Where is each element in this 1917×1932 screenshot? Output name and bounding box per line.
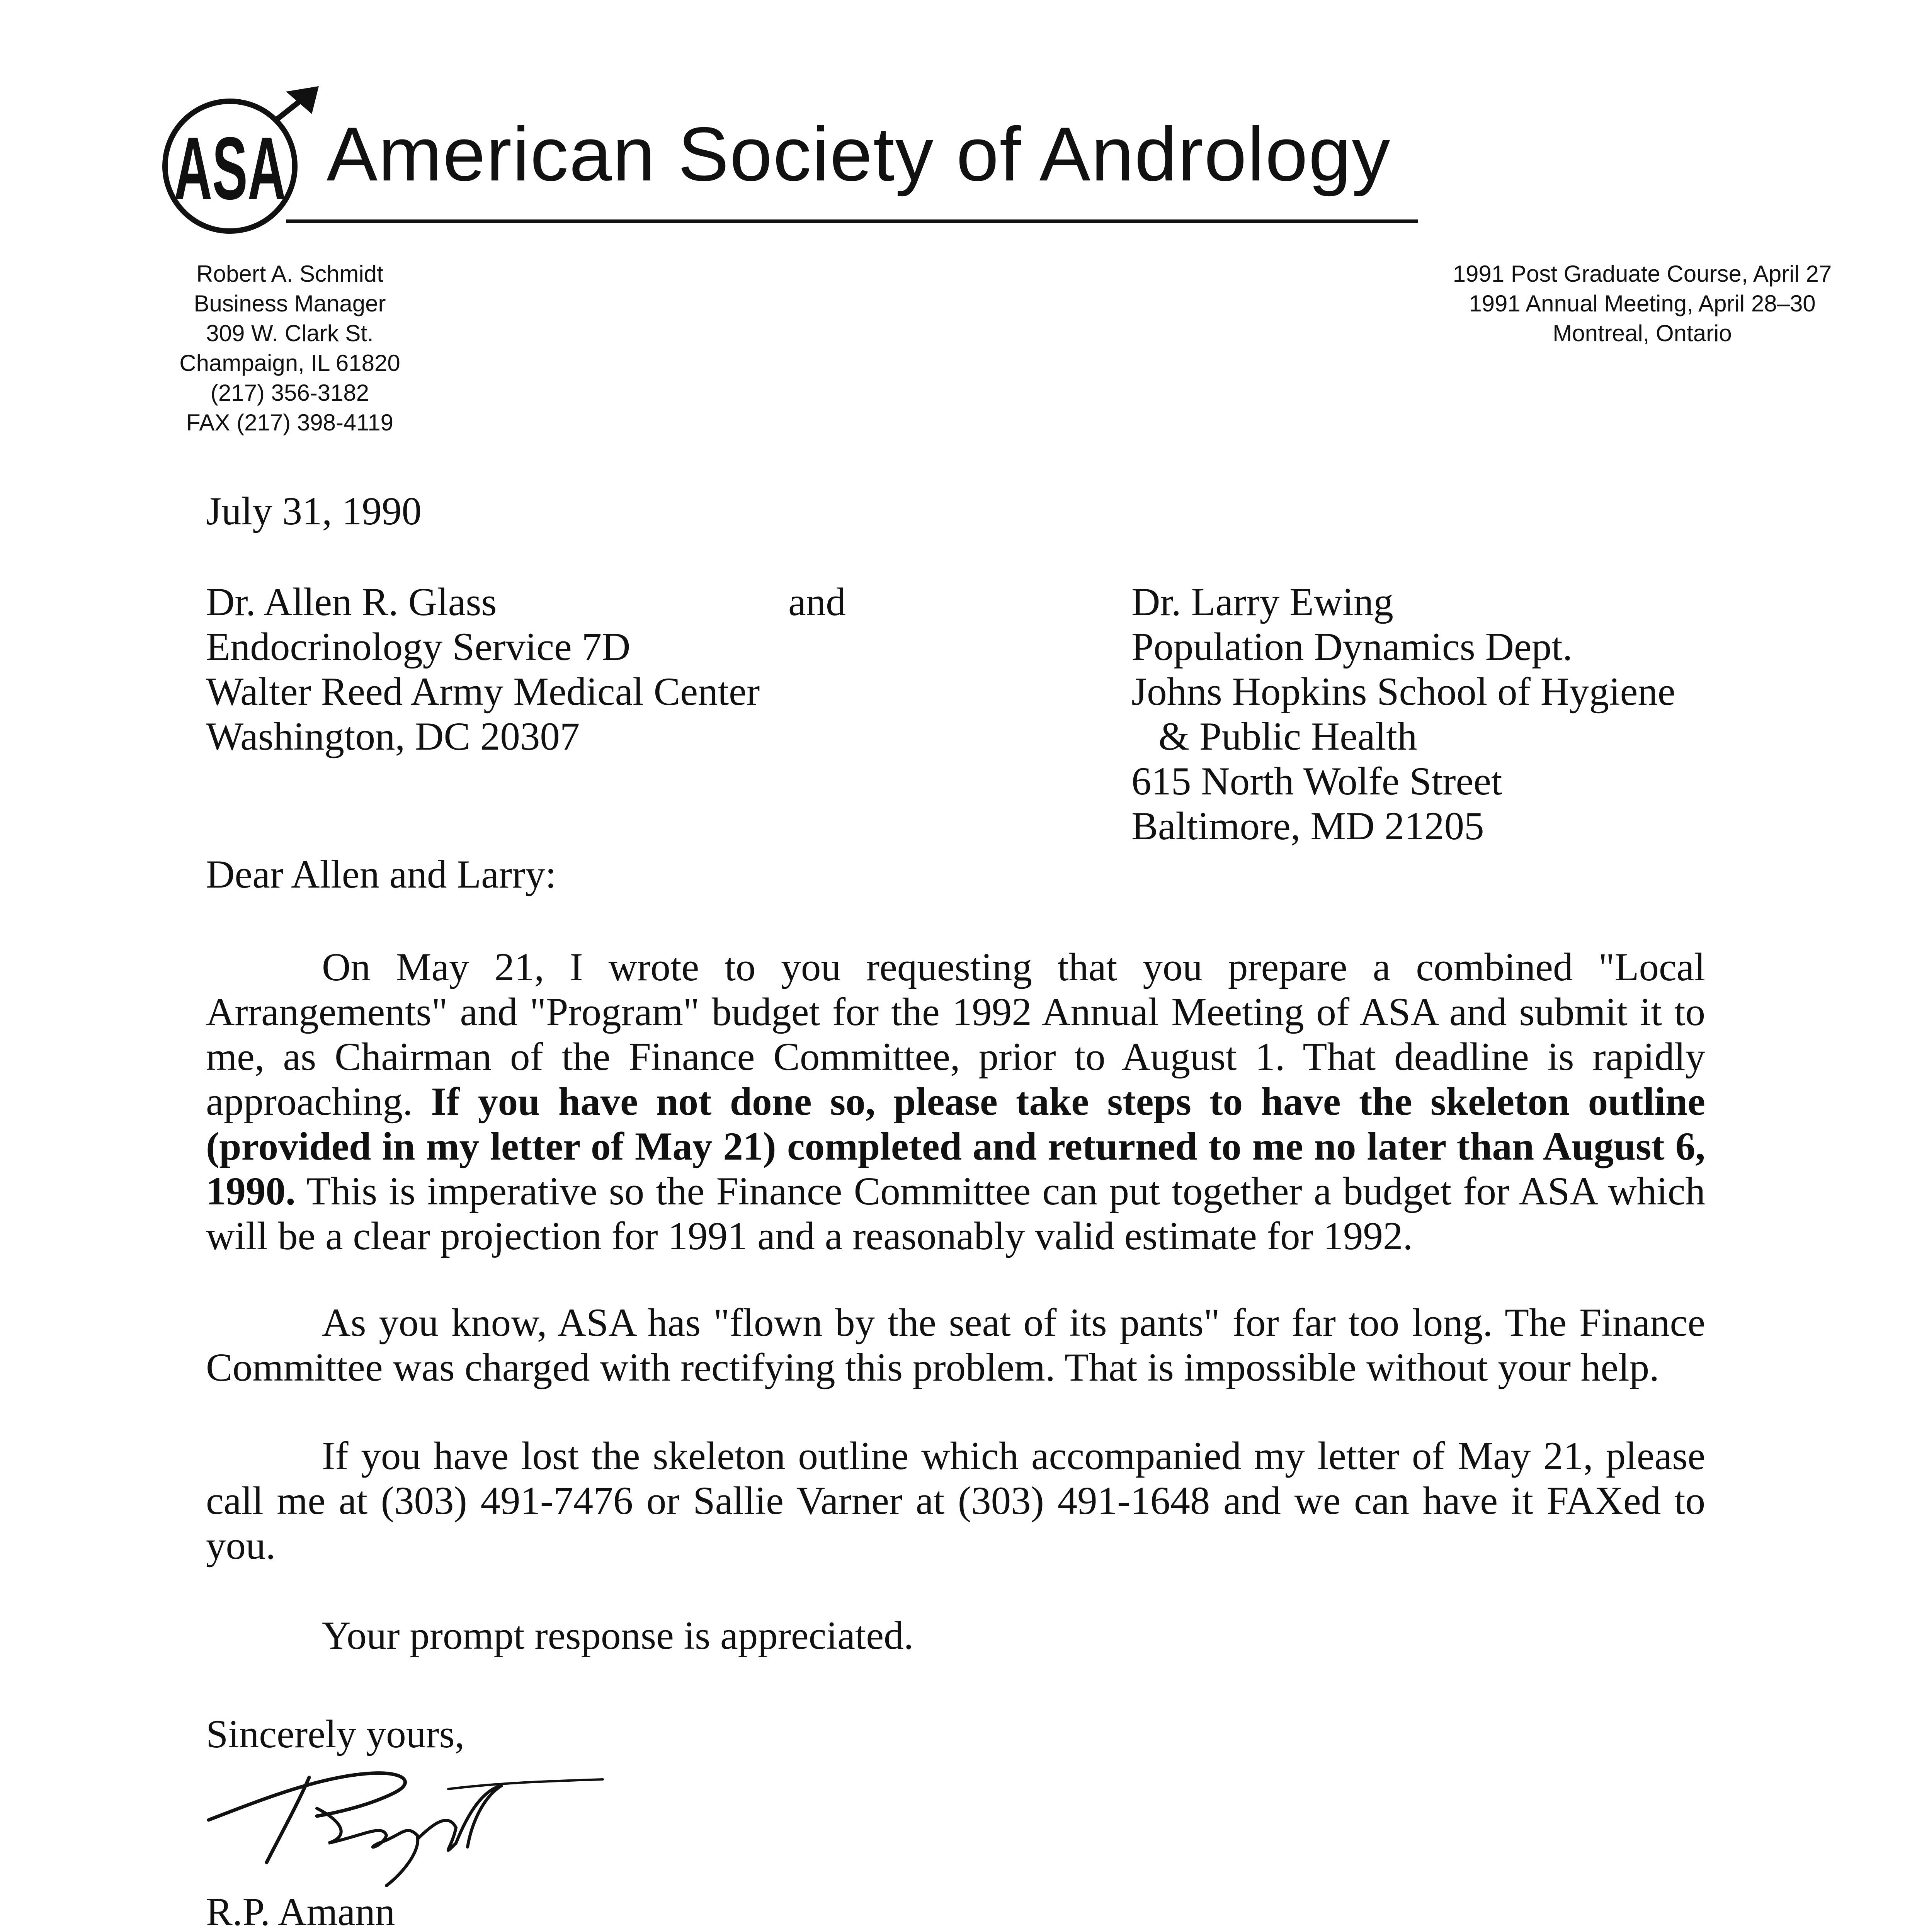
address-conjunction: and [788,580,846,624]
address-line: Population Dynamics Dept. [1131,625,1573,669]
salutation: Dear Allen and Larry: [206,852,556,896]
handwritten-signature [201,1747,611,1893]
body-paragraph-4: Your prompt response is appreciated. [322,1614,914,1658]
meeting-line: Montreal, Ontario [1553,320,1732,346]
sender-line: (217) 356-3182 [210,380,369,406]
recipient-address-ewing [1131,580,1675,849]
recipient-address-glass [206,580,760,759]
paragraph-bold-text: If you have not done so, please take steps to have the skeleton outline (provided in my letter of May 21) completed and returned to me no later than August 6, 1990. [206,1080,1705,1213]
organization-name: American Society of Andrology [327,111,1391,197]
letter-date: July 31, 1990 [206,489,422,533]
sender-block [139,259,441,437]
meeting-line: 1991 Post Graduate Course, April 27 [1453,261,1832,287]
signer-name: R.P. Amann [206,1890,395,1932]
logo-text: ASA [174,119,286,218]
meeting-info-block [1399,259,1886,348]
asa-logo [153,83,323,242]
address-line: Johns Hopkins School of Hygiene [1131,670,1675,714]
body-paragraph-3: If you have lost the skeleton outline which accompanied my letter of May 21, please call me at (303) 491-7476 or Sallie Varner at (303) 491-1648 and we can have it FAXed to you. [206,1434,1705,1568]
address-line: Dr. Larry Ewing [1131,580,1393,624]
address-line: & Public Health [1158,714,1417,759]
address-line: Endocrinology Service 7D [206,625,631,669]
paragraph-text: On May 21, I wrote to you requesting that you prepare a combined "Local Arrangements" and "Program" budget for the 1992 Annual Meeting of ASA and submit it to me, as Chairman of the Finance Committee, prior to August 1. That deadline is rapidly approaching. [206,945,1705,1124]
body-paragraph-2: As you know, ASA has "flown by the seat of its pants" for far too long. The Finance Committee was charged with rectifying this problem. That is impossible without your help. [206,1301,1705,1389]
sender-line: 309 W. Clark St. [206,320,374,346]
address-line: Baltimore, MD 21205 [1131,804,1484,848]
sender-line: Business Manager [194,291,386,316]
body-paragraph-1 [206,945,1705,1259]
signer-block [206,1889,626,1932]
address-line: Washington, DC 20307 [206,714,580,759]
closing: Sincerely yours, [206,1712,465,1756]
sender-line: Champaign, IL 61820 [179,350,400,376]
meeting-line: 1991 Annual Meeting, April 28–30 [1469,291,1816,316]
sender-line: Robert A. Schmidt [196,261,383,287]
address-line: Dr. Allen R. Glass [206,580,497,624]
address-line: Walter Reed Army Medical Center [206,670,760,714]
sender-line: FAX (217) 398-4119 [186,410,393,435]
letterhead-rule [286,219,1418,223]
paragraph-text: This is imperative so the Finance Committee can put together a budget for ASA which will be a clear projection for 1991 and a reasonably valid estimate for 1992. [206,1169,1705,1258]
address-line: 615 North Wolfe Street [1131,759,1502,803]
